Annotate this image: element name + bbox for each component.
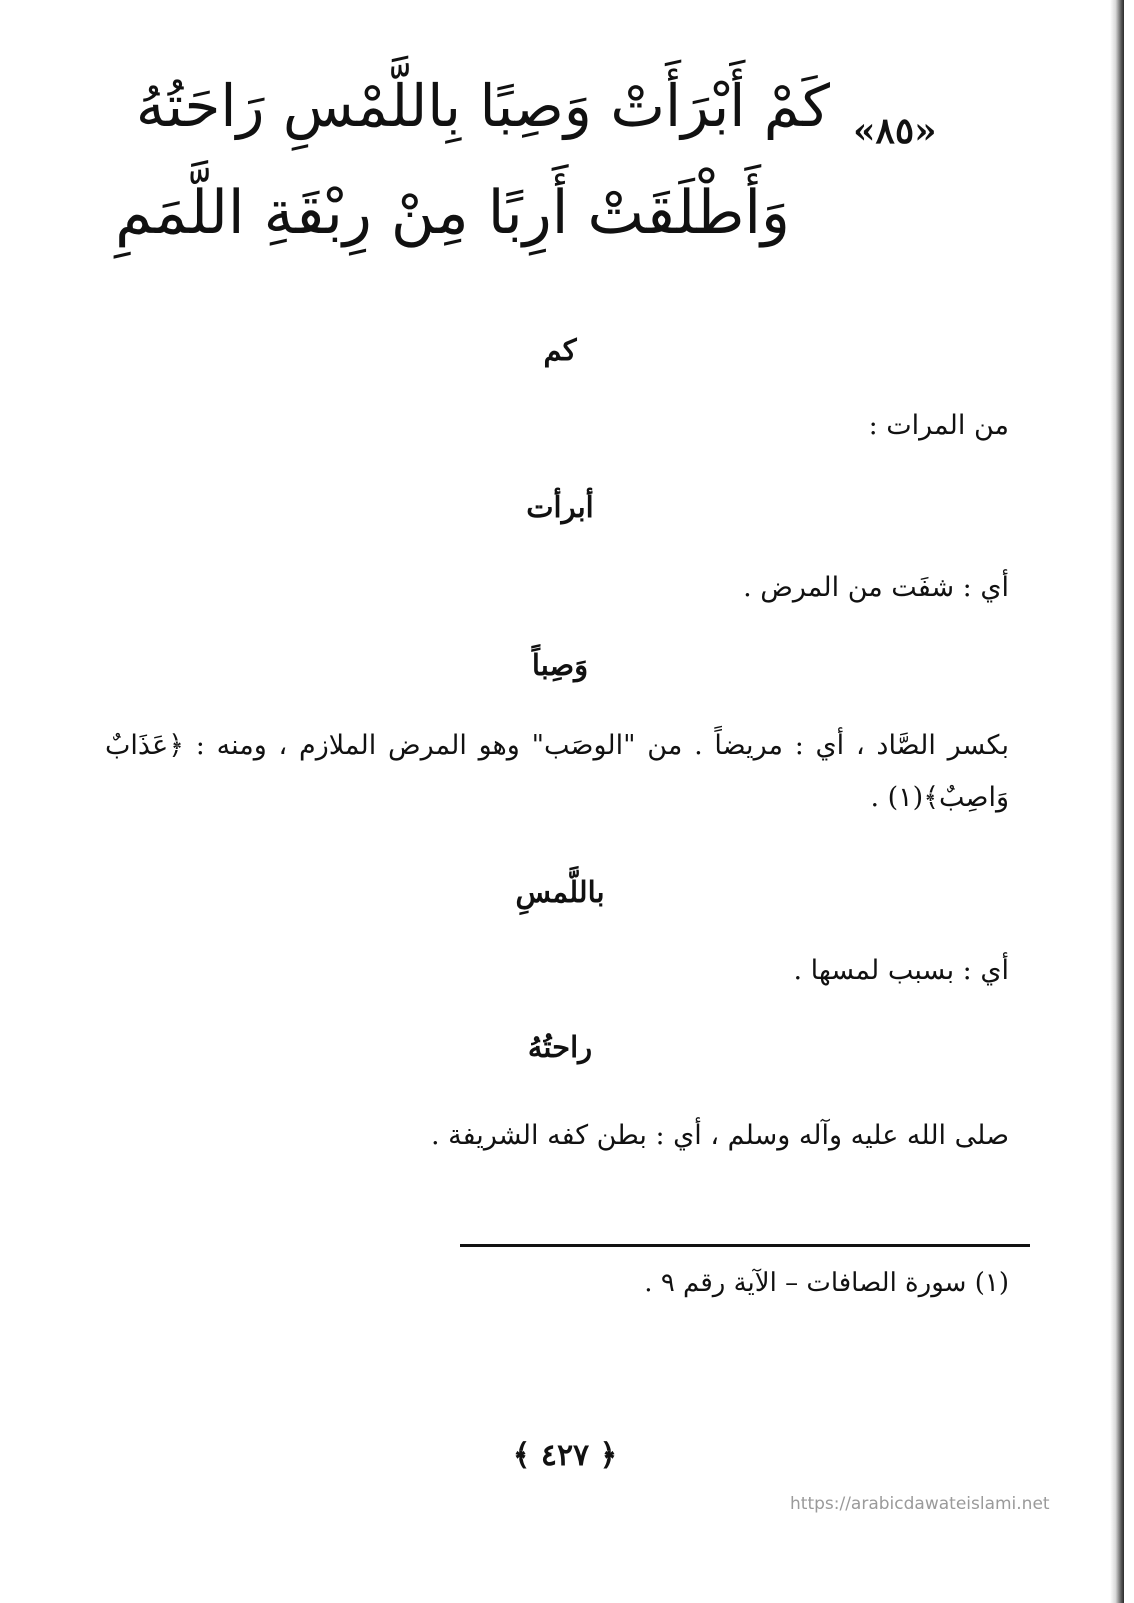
- entry-text: صلى الله عليه وآله وسلم ، أي : بطن كفه الشريفة .: [431, 1120, 1009, 1151]
- page-number: ﴿ ٤٢٧ ﴾: [512, 1438, 618, 1473]
- verse-line-1: كَمْ أَبْرَأَتْ وَصِبًا بِاللَّمْسِ رَاحَتُهُ: [135, 72, 830, 140]
- footnote-rule: [460, 1244, 1030, 1247]
- verse-line-2: وَأَطْلَقَتْ أَرِبًا مِنْ رِبْقَةِ اللَّمَمِ: [115, 178, 790, 248]
- entry-heading: كم: [543, 333, 577, 367]
- entry-text: من المرات :: [868, 410, 1009, 441]
- footnote: (١) سورة الصافات – الآية رقم ٩ .: [644, 1268, 1009, 1298]
- entry-heading: باللَّمسِ: [515, 875, 605, 909]
- entry-text: أي : شفَت من المرض .: [743, 572, 1009, 603]
- entry-heading: وَصِباً: [531, 648, 589, 682]
- site-url: https://arabicdawateislami.net: [790, 1494, 1050, 1514]
- entry-heading: راحتُهُ: [527, 1030, 593, 1064]
- entry-heading: أبرأت: [526, 490, 594, 524]
- page-binding-edge: [1110, 0, 1124, 1603]
- verse-number: «٨٥»: [853, 110, 937, 152]
- entry-text: أي : بسبب لمسها .: [793, 955, 1009, 986]
- entry-text: بكسر الصَّاد ، أي : مريضاً . من "الوصَب" وهو المرض الملازم ، ومنه : ﴿عَذَابٌ وَاصِبٌ﴾(١) .: [105, 730, 1009, 813]
